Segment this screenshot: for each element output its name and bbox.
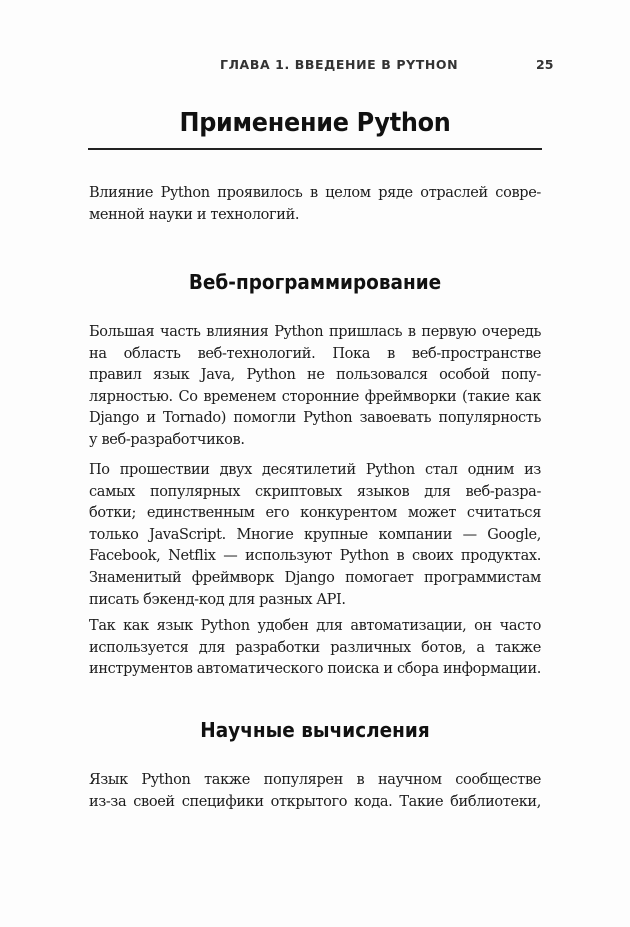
web-programming-heading: Веб-программирование (188, 270, 442, 294)
text-line: Так как язык Python удобен для автоматизации, он часто (89, 618, 541, 634)
text-line: Знаменитый фреймворк Django помогает программистам (89, 569, 541, 586)
text-line: Влияние Python проявилось в целом ряде отраслей совре- (89, 185, 541, 201)
text-line: ботки; единственным его конкурентом может считаться (89, 505, 541, 522)
text-line: инструментов автоматического поиска и сбора информации. (89, 661, 542, 678)
text-line: Большая часть влияния Python пришлась в первую очередь (89, 324, 541, 340)
text-line: лярностью. Со временем сторонние фреймворки (такие как (89, 388, 541, 405)
text-line: у веб-разработчиков. (89, 431, 245, 448)
science-paragraph-1 (89, 770, 541, 813)
scientific-computing-heading: Научные вычисления (200, 718, 430, 742)
web-paragraph-1 (89, 322, 541, 452)
text-line: самых популярных скриптовых языков для веб-разра- (89, 483, 541, 500)
web-paragraph-3 (89, 616, 541, 681)
title-underline (88, 148, 542, 150)
text-line: Facebook, Netflix — используют Python в своих продуктах. (89, 548, 541, 565)
running-header (0, 57, 630, 77)
text-line: правил язык Java, Python не пользовался особой попу- (89, 367, 541, 384)
text-line: Язык Python также популярен в научном сообществе (89, 772, 541, 788)
text-line: По прошествии двух десятилетий Python стал одним из (89, 462, 541, 478)
text-line: Django и Tornado) помогли Python завоевать популярность (89, 410, 541, 427)
text-line: из-за своей специфики открытого кода. Такие библиотеки, (89, 793, 541, 810)
web-paragraph-2 (89, 460, 541, 611)
section-title: Применение Python (179, 108, 451, 138)
text-line: на область веб-технологий. Пока в веб-пространстве (89, 345, 541, 362)
page-number: 25 (536, 57, 554, 72)
text-line: используется для разработки различных ботов, а также (89, 639, 541, 656)
intro-paragraph (89, 183, 541, 226)
text-line: писать бэкенд-код для разных API. (89, 591, 346, 608)
chapter-title: ГЛАВА 1. ВВЕДЕНИЕ В PYTHON (220, 57, 459, 72)
text-line: только JavaScript. Многие крупные компании — Google, (89, 526, 541, 543)
text-line: менной науки и технологий. (89, 206, 300, 223)
